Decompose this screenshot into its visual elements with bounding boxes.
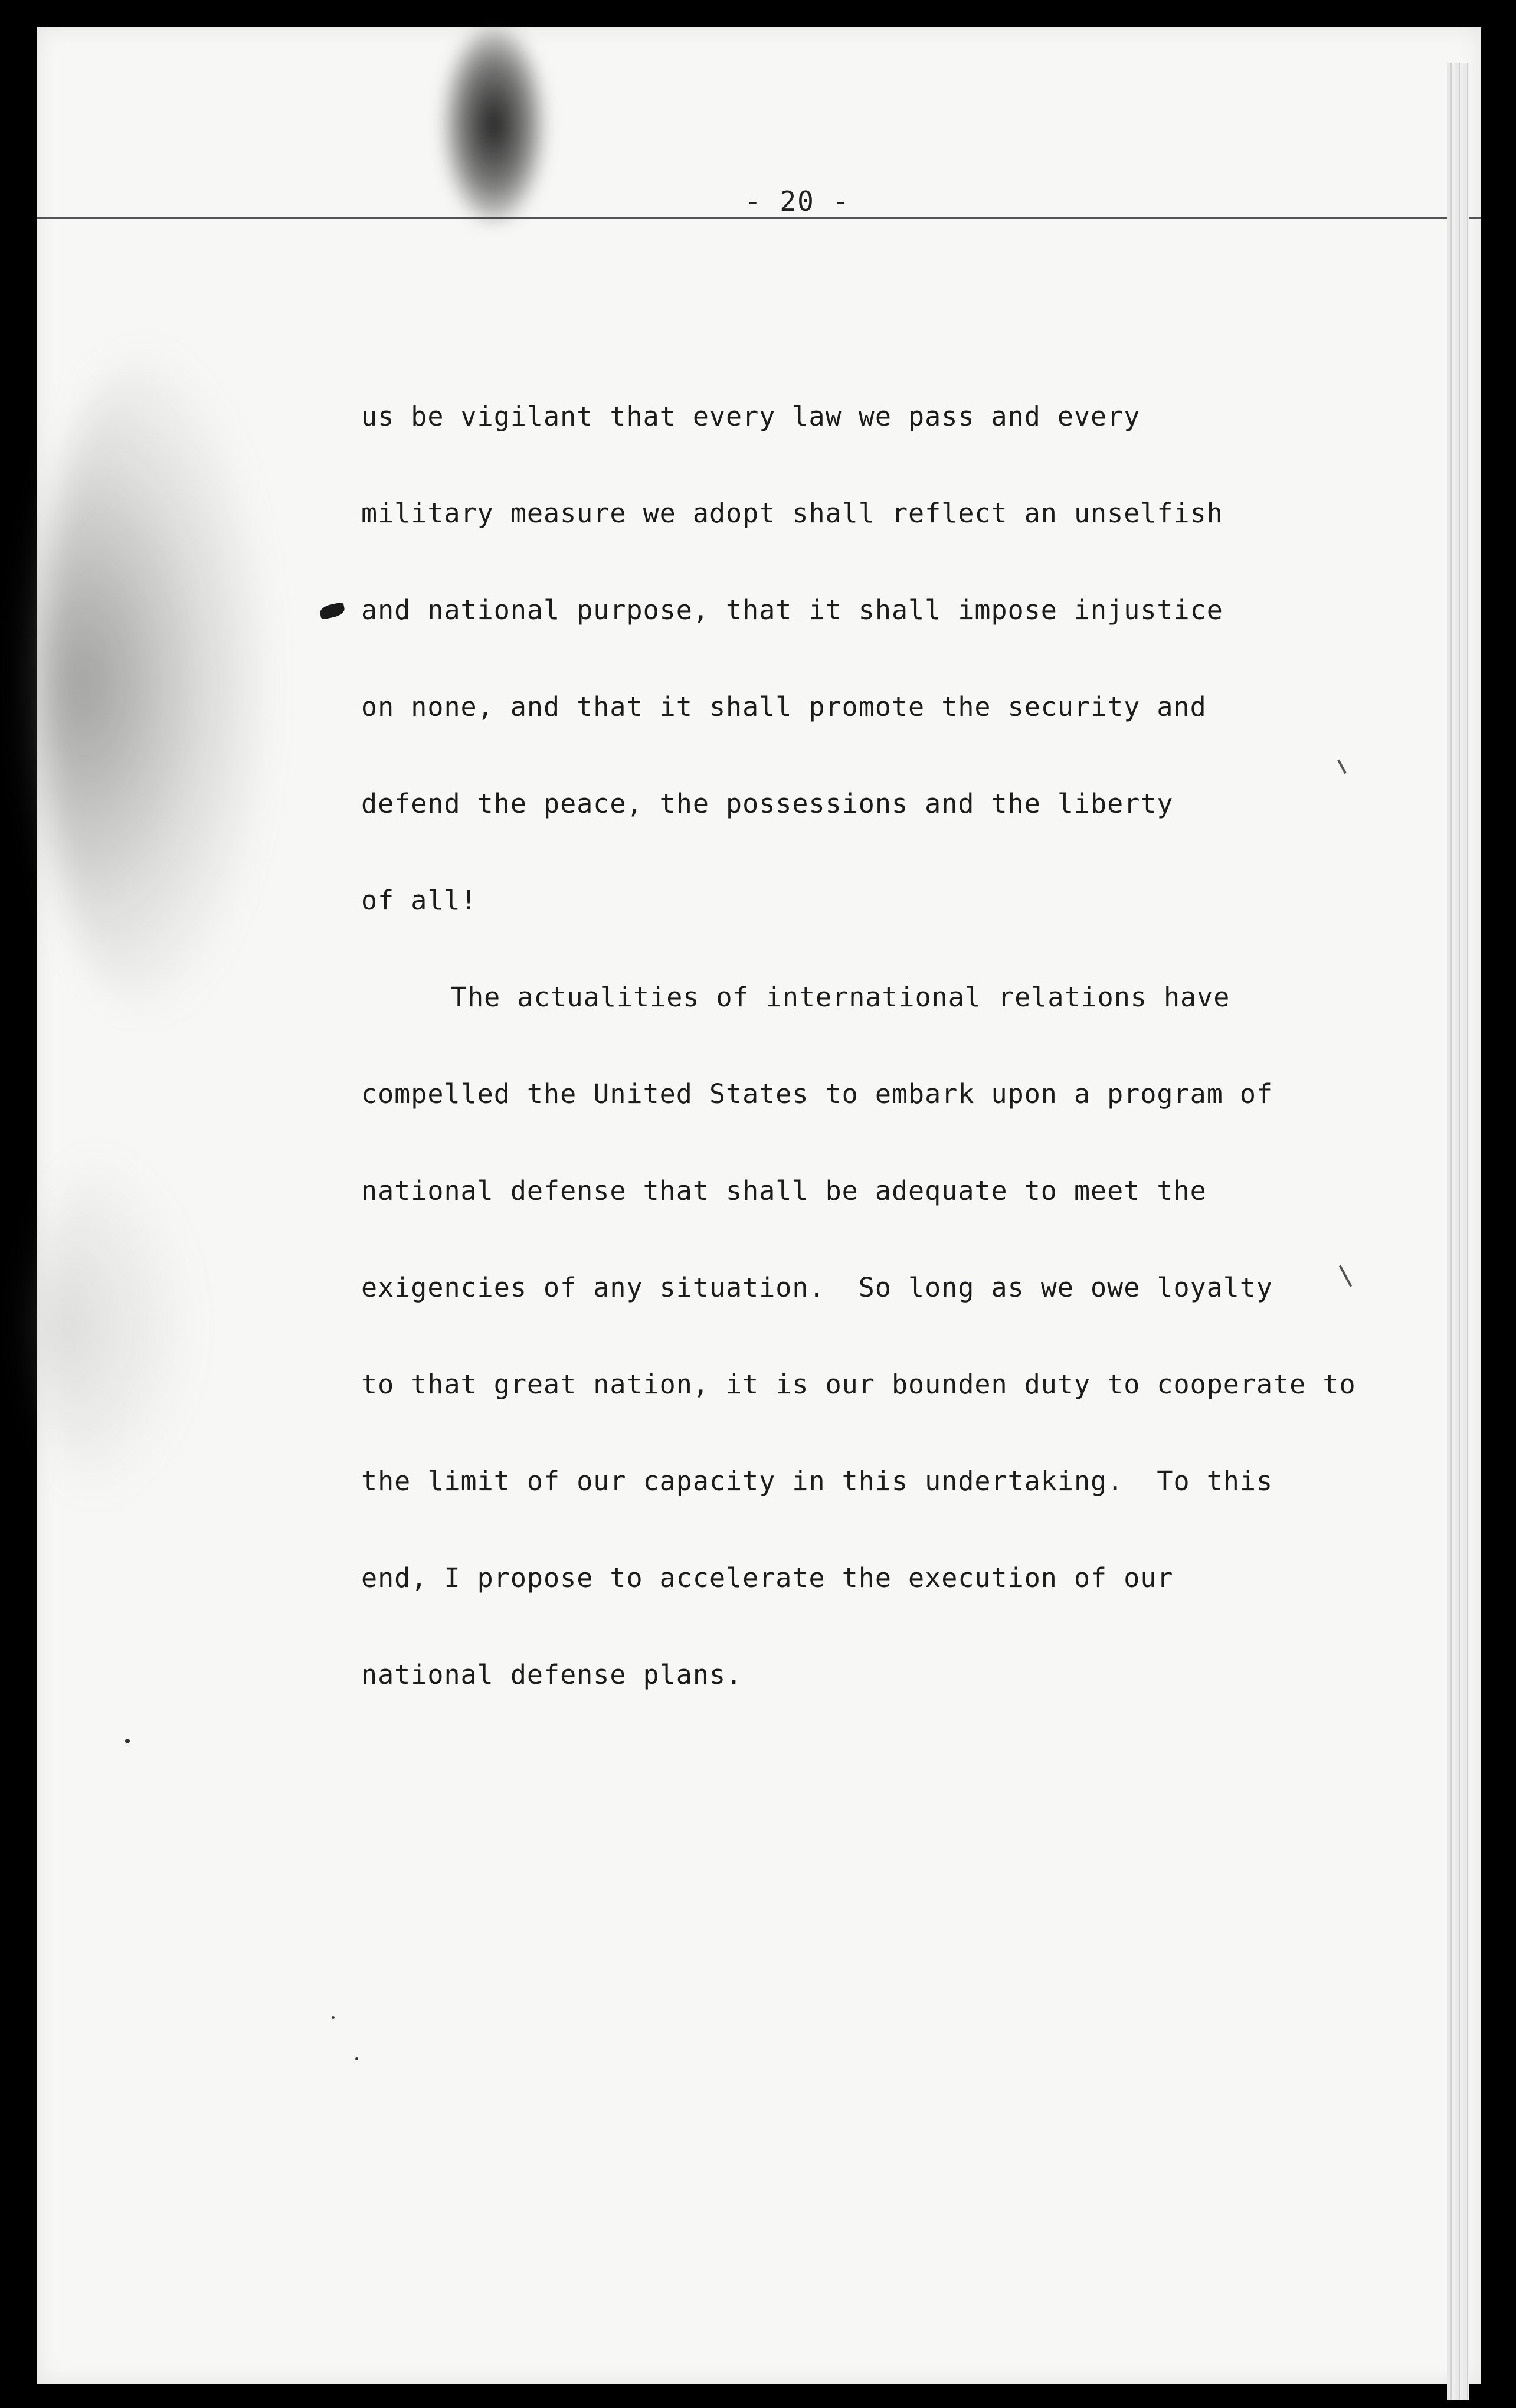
ink-smudge-left-lower bbox=[37, 1149, 190, 1503]
text-line: of all! bbox=[361, 885, 477, 916]
ink-smudge-left bbox=[37, 358, 261, 1007]
paragraph-first-line: The actualities of international relations have bbox=[451, 981, 1230, 1013]
text-line: to that great nation, it is our bounden duty to cooperate to bbox=[361, 1369, 1356, 1400]
text-line: national defense that shall be adequate to meet the bbox=[361, 1175, 1207, 1206]
text-line: the limit of our capacity in this undertaking. To this bbox=[361, 1465, 1273, 1497]
speck bbox=[125, 1739, 130, 1743]
typed-body-text bbox=[361, 388, 1482, 1743]
document-page bbox=[37, 27, 1481, 2384]
text-line: and national purpose, that it shall impose injustice bbox=[361, 594, 1223, 626]
text-line: us be vigilant that every law we pass and every bbox=[361, 401, 1141, 432]
top-rule-line bbox=[37, 217, 1481, 219]
text-line: military measure we adopt shall reflect an unselfish bbox=[361, 498, 1223, 529]
text-line: on none, and that it shall promote the security and bbox=[361, 691, 1207, 722]
speck bbox=[332, 2016, 335, 2019]
text-line: compelled the United States to embark upon a program of bbox=[361, 1078, 1273, 1110]
margin-ink-mark bbox=[319, 602, 346, 620]
ink-smudge-top bbox=[444, 27, 544, 222]
text-line: exigencies of any situation. So long as we owe loyalty bbox=[361, 1272, 1273, 1303]
text-line: end, I propose to accelerate the execution of our bbox=[361, 1562, 1174, 1594]
speck bbox=[355, 2057, 358, 2060]
page-number: - 20 - bbox=[745, 185, 850, 217]
text-line: national defense plans. bbox=[361, 1659, 743, 1690]
text-line: defend the peace, the possessions and the liberty bbox=[361, 788, 1174, 819]
